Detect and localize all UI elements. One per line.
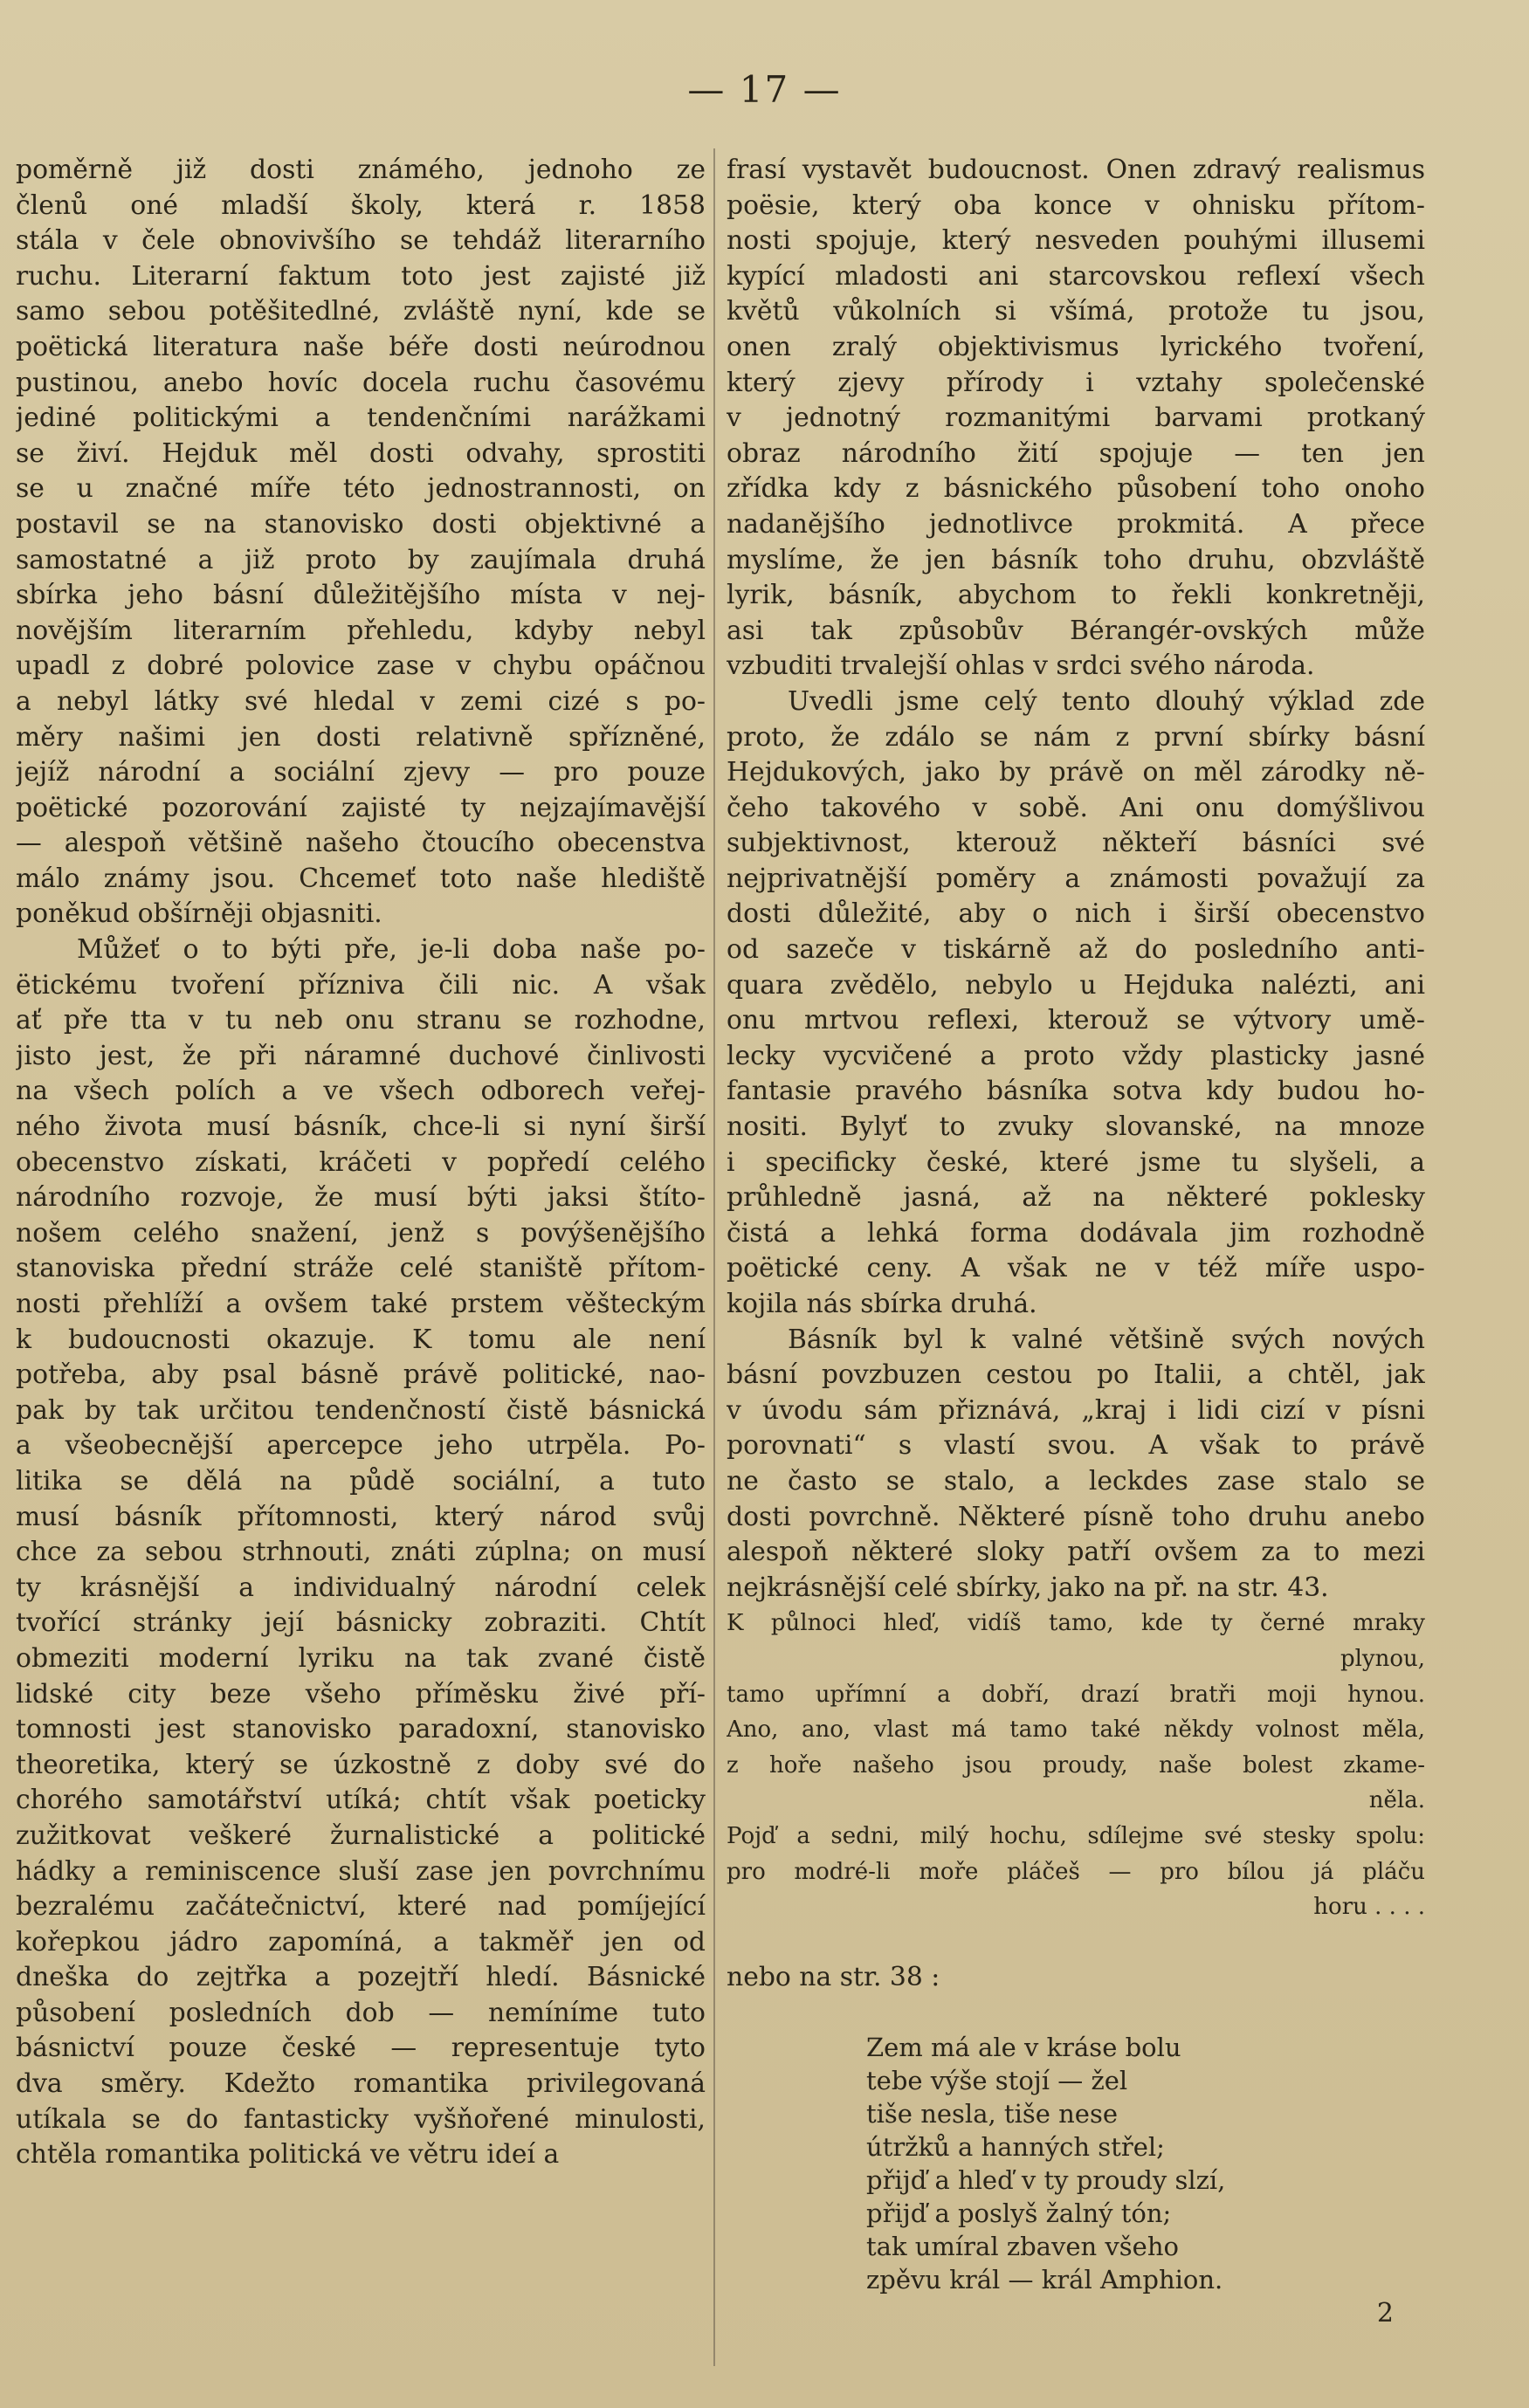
quote-line: plynou, <box>1340 1645 1425 1672</box>
right-text-line: zřídka kdy z básnického působení toho onoho <box>727 473 1425 505</box>
right-text-line: nosti spojuje, který nesveden pouhými illusemi <box>727 225 1425 257</box>
left-text-line: obmeziti moderní lyriku na tak zvané čistě <box>16 1642 706 1674</box>
left-text-line: nošem celého snažení, jenž s povýšenějšího <box>16 1217 706 1249</box>
left-text-line: ëtickému tvoření přízniva čili nic. A však <box>16 969 706 1001</box>
quote-line: Pojď a sedni, milý hochu, sdílejme své stesky spolu: <box>727 1822 1425 1849</box>
left-text-line: litika se dělá na půdě sociální, a tuto <box>16 1465 706 1496</box>
right-text-line: nejprivatnější poměry a známosti považují za <box>727 863 1425 894</box>
left-text-line: lidské city beze všeho příměsku živé pří- <box>16 1678 706 1710</box>
right-text-line: myslíme, že jen básník toho druhu, obzvláště <box>727 544 1425 575</box>
poem <box>727 2031 1425 2296</box>
right-column <box>727 153 1425 2332</box>
quote-line: z hoře našeho jsou proudy, naše bolest zkame- <box>727 1751 1425 1778</box>
left-text-line: ného života musí básník, chce-li si nyní širší <box>16 1111 706 1143</box>
quote-line: tamo upřímní a dobří, drazí bratři moji hynou. <box>727 1681 1425 1708</box>
right-text-line: čistá a lehká forma dodávala jim rozhodně <box>727 1217 1425 1249</box>
poem-line: přijď a hleď v ty proudy slzí, <box>866 2165 1226 2196</box>
left-text-line: poëtické pozorování zajisté ty nejzajímavější <box>16 792 706 823</box>
right-text-line: dosti důležité, aby o nich i širší obecenstvo <box>727 898 1425 930</box>
left-text-line: jisto jest, že při náramné duchové činlivosti <box>16 1040 706 1071</box>
left-column <box>16 153 706 2173</box>
left-text-line: hádky a reminiscence sluší zase jen povrchnímu <box>16 1855 706 1887</box>
right-text-line: poësie, který oba konce v ohnisku přítom- <box>727 189 1425 221</box>
left-text-line: potřeba, aby psal básně právě politické, nao- <box>16 1359 706 1391</box>
left-text-line: ty krásnější a individualný národní celek <box>16 1572 706 1603</box>
intro-line: nebo na str. 38 : <box>727 1962 940 1993</box>
right-text-line: v jednotný rozmanitými barvami protkaný <box>727 402 1425 434</box>
right-text-line: básní povzbuzen cestou po Italii, a chtěl, jak <box>727 1359 1425 1391</box>
quote-line: něla. <box>1368 1787 1425 1814</box>
right-text-line: lyrik, básník, abychom to řekli konkretněji, <box>727 580 1425 611</box>
right-text-line: ne často se stalo, a leckdes zase stalo se <box>727 1465 1425 1496</box>
right-text-line: vzbuditi trvalejší ohlas v srdci svého národa. <box>727 650 1315 682</box>
left-text-line: málo známy jsou. Chcemeť toto naše hlediště <box>16 863 706 894</box>
left-text-line: Můžeť o to býti pře, je-li doba naše po- <box>77 934 706 966</box>
left-text-line: postavil se na stanovisko dosti objektivné a <box>16 508 706 540</box>
left-text-line: novějším literarním přehledu, kdyby nebyl <box>16 615 706 646</box>
left-text-line: básnictví pouze české — representuje tyto <box>16 2033 706 2064</box>
left-text-line: poëtická literatura naše béře dosti neúrodnou <box>16 331 706 362</box>
left-text-line: nosti přehlíží a ovšem také prstem věšteckým <box>16 1289 706 1319</box>
right-text-line: průhledně jasná, až na některé poklesky <box>727 1182 1425 1214</box>
left-text-line: pustinou, anebo hovíc docela ruchu časovému <box>16 367 706 398</box>
quote-line: Ano, ano, vlast má tamo také někdy volnost měla, <box>727 1717 1425 1744</box>
right-text-line: nejkrásnější celé sbírky, jako na př. na str. 43. <box>727 1572 1329 1603</box>
left-text-line: poněkud obšírněji objasniti. <box>16 898 382 930</box>
right-text-line: který zjevy přírody i vztahy společenské <box>727 367 1425 398</box>
poem-line: zpěvu král — král Amphion. <box>866 2265 1223 2295</box>
left-text-line: k budoucnosti okazuje. K tomu ale není <box>16 1324 706 1355</box>
right-text-line: kojila nás sbírka druhá. <box>727 1289 1037 1319</box>
left-text-line: jediné politickými a tendenčními narážkami <box>16 402 706 434</box>
quote-line: K půlnoci hleď, vidíš tamo, kde ty černé mraky <box>727 1610 1425 1637</box>
left-text-line: pak by tak určitou tendenčností čistě básnická <box>16 1394 706 1426</box>
right-text-line: frasí vystavět budoucnost. Onen zdravý realismus <box>727 155 1425 185</box>
right-text-line: onu mrtvou reflexi, kterouž se výtvory umě- <box>727 1005 1425 1036</box>
poem-line: tak umíral zbaven všeho <box>866 2232 1179 2262</box>
right-text-line: i specificky české, které jsme tu slyšeli, a <box>727 1146 1425 1178</box>
left-text-line: chtěla romantika politická ve větru ideí a <box>16 2139 560 2171</box>
left-text-line: jejíž národní a sociální zjevy — pro pouze <box>16 757 706 788</box>
right-text-line: porovnati“ s vlastí svou. A však to právě <box>727 1430 1425 1462</box>
quote-line: pro modré-li moře pláčeš — pro bílou já pláču <box>727 1858 1425 1885</box>
right-text-line: subjektivnost, kterouž někteří básníci své <box>727 828 1425 859</box>
right-text-line: lecky vycvičené a proto vždy plasticky jasné <box>727 1040 1425 1071</box>
right-text-line: nositi. Bylyť to zvuky slovanské, na mnoze <box>727 1111 1425 1143</box>
left-text-line: a všeobecnější apercepce jeho utrpěla. Po- <box>16 1430 706 1462</box>
poem-line: útržků a hanných střel; <box>866 2132 1165 2163</box>
right-text-line: obraz národního žití spojuje — ten jen <box>727 437 1425 469</box>
signature-number: 2 <box>1376 2298 1394 2329</box>
right-column-text <box>727 153 1425 1606</box>
right-text-line: Básník byl k valné většině svých nových <box>788 1324 1425 1355</box>
left-text-line: tomnosti jest stanovisko paradoxní, stanovisko <box>16 1714 706 1745</box>
left-text-line: dneška do zejtřka a pozejtří hledí. Básnické <box>16 1962 706 1993</box>
poem-line: přijď a poslyš žalný tón; <box>866 2198 1172 2229</box>
right-text-line: v úvodu sám přiznává, „kraj i lidi cizí v písni <box>727 1394 1425 1426</box>
right-text-line: onen zralý objektivismus lyrického tvoření, <box>727 331 1425 362</box>
left-text-line: bezralému začátečnictví, které nad pomíjející <box>16 1891 706 1923</box>
right-text-line: květů vůkolních si všímá, protože tu jsou, <box>727 296 1425 327</box>
poem-line: Zem má ale v kráse bolu <box>866 2033 1181 2063</box>
left-text-line: členů oné mladší školy, která r. 1858 <box>16 189 706 221</box>
left-text-line: působení posledních dob — nemíníme tuto <box>16 1997 706 2028</box>
right-text-line: nadanějšího jednotlivce prokmitá. A přece <box>727 508 1425 540</box>
left-text-line: národního rozvoje, že musí býti jaksi štíto- <box>16 1182 706 1214</box>
left-text-line: utíkala se do fantasticky vyšňořené minulosti, <box>16 2103 706 2135</box>
left-text-line: dva směry. Kdežto romantika privilegovaná <box>16 2068 706 2100</box>
left-text-line: na všech polích a ve všech odborech veřej- <box>16 1076 706 1107</box>
left-text-line: chorého samotářství utíká; chtít však poeticky <box>16 1785 706 1816</box>
left-text-line: měry našimi jen dosti relativně spřízněné, <box>16 721 706 753</box>
quote-block <box>727 1606 1425 1924</box>
left-text-line: a nebyl látky své hledal v zemi cizé s po- <box>16 685 706 717</box>
right-text-line: proto, že zdálo se nám z první sbírky básní <box>727 721 1425 753</box>
left-text-line: samo sebou potěšitedlné, zvláště nyní, kde se <box>16 296 706 327</box>
left-text-line: ruchu. Literarní faktum toto jest zajisté již <box>16 260 706 292</box>
right-text-line: quara zvědělo, nebylo u Hejduka nalézti, ani <box>727 969 1425 1001</box>
left-text-line: ať pře tta v tu neb onu stranu se rozhodne, <box>16 1005 706 1036</box>
right-text-line: poëtické ceny. A však ne v též míře uspo- <box>727 1253 1425 1284</box>
left-text-line: sbírka jeho básní důležitějšího místa v nej- <box>16 580 706 611</box>
right-text-line: dosti povrchně. Některé písně toho druhu anebo <box>727 1501 1425 1532</box>
right-text-line: alespoň některé sloky patří ovšem za to mezi <box>727 1537 1425 1568</box>
page-number: — 17 — <box>687 68 842 111</box>
right-text-line: Hejdukových, jako by právě on měl zárodky ně- <box>727 757 1425 788</box>
left-text-line: se živí. Hejduk měl dosti odvahy, sprostiti <box>16 437 706 469</box>
left-text-line: zužitkovat veškeré žurnalistické a politické <box>16 1820 706 1851</box>
left-text-line: musí básník přítomnosti, který národ svůj <box>16 1501 706 1532</box>
left-text-line: upadl z dobré polovice zase v chybu opáčnou <box>16 650 706 682</box>
quote-line: horu . . . . <box>1313 1894 1425 1921</box>
right-text-line: kypící mladosti ani starcovskou reflexí všech <box>727 260 1425 292</box>
right-text-line: od sazeče v tiskárně až do posledního anti- <box>727 934 1425 966</box>
left-text-line: poměrně již dosti známého, jednoho ze <box>16 155 706 185</box>
left-text-line: obecenstvo získati, kráčeti v popředí celého <box>16 1146 706 1178</box>
left-text-line: samostatné a již proto by zaujímala druhá <box>16 544 706 575</box>
poem-line: tebe výše stojí — žel <box>866 2066 1128 2096</box>
right-text-line: asi tak způsobův Bérangér-ovských může <box>727 615 1425 646</box>
right-text-line: Uvedli jsme celý tento dlouhý výklad zde <box>788 685 1425 717</box>
left-text-line: chce za sebou strhnouti, znáti zúplna; on musí <box>16 1537 706 1568</box>
left-text-line: kořepkou jádro zapomíná, a takměř jen od <box>16 1926 706 1957</box>
left-text-line: stanoviska přední stráže celé staniště přítom- <box>16 1253 706 1284</box>
column-divider <box>713 148 715 2366</box>
right-text-line: fantasie pravého básníka sotva kdy budou ho- <box>727 1076 1425 1107</box>
left-text-line: — alespoň většině našeho čtoucího obecenstva <box>16 828 706 859</box>
poem-line: tiše nesla, tiše nese <box>866 2099 1118 2129</box>
left-text-line: tvořící stránky její básnicky zobraziti. Chtít <box>16 1607 706 1639</box>
left-text-line: theoretika, který se úzkostně z doby své do <box>16 1749 706 1780</box>
left-text-line: se u značné míře této jednostrannosti, on <box>16 473 706 505</box>
right-text-line: čeho takového v sobě. Ani onu domýšlivou <box>727 792 1425 823</box>
left-text-line: stála v čele obnovivšího se tehdáž literarního <box>16 225 706 257</box>
